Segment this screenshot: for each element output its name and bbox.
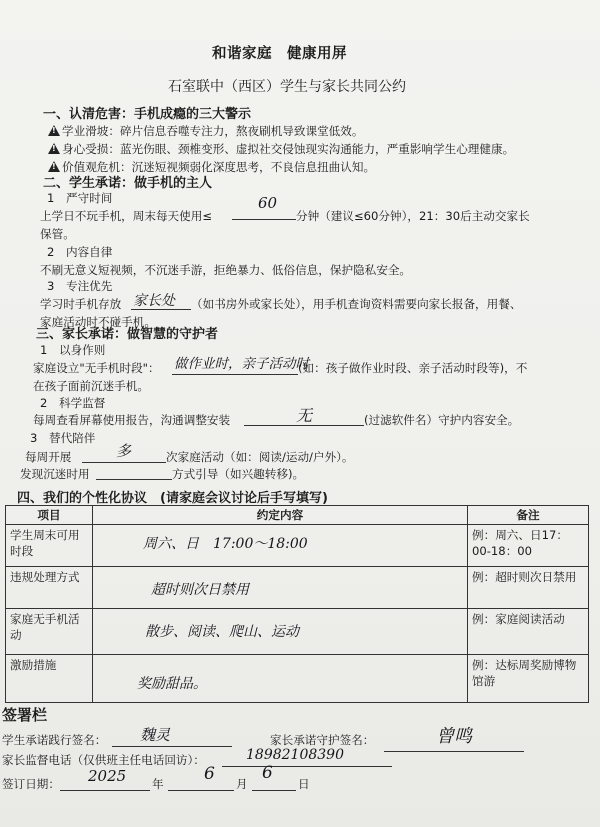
row-note: 例：超时则次日禁用 (468, 567, 589, 609)
warning-triangle-icon (48, 161, 60, 172)
table-header-row (6, 506, 589, 525)
month-line (168, 774, 234, 791)
parent-item-3-text-c: 发现沉迷时用 (20, 467, 90, 481)
day-value: 6 (262, 763, 273, 783)
parent-item-1-text-b: (如：孩子做作业时段、亲子活动时段等)，不 (298, 361, 528, 375)
student-item-2-title: 2 内容自律 (47, 245, 113, 259)
row-content: 超时则次日禁用 (93, 567, 468, 609)
date-label: 签订日期： (2, 777, 60, 791)
student-signature: 魏灵 (140, 726, 171, 744)
section-2-title: 二、学生承诺：做手机的主人 (43, 176, 213, 191)
row-note: 例：家庭阅读活动 (468, 609, 589, 655)
row-content: 奖励甜品。 (93, 655, 468, 703)
day-line (252, 774, 296, 791)
parent-item-1-text-c: 在孩子面前沉迷手机。 (33, 379, 149, 393)
filter-software-value: 无 (296, 406, 313, 425)
student-item-1-title: 1 严守时间 (47, 191, 113, 205)
row-content: 周六、日 17:00～18:00 (93, 525, 468, 567)
guidance-method-line (96, 466, 172, 480)
warning-triangle-icon (48, 143, 60, 154)
no-phone-period-value: 做作业时，亲子活动时 (174, 356, 309, 372)
warning-item-3: !价值观危机：沉迷短视频弱化深度思考，不良信息扭曲认知。 (48, 159, 375, 175)
table-header-item: 项目 (6, 506, 93, 525)
activity-count-value: 多 (116, 442, 132, 460)
row-item: 违规处理方式 (6, 567, 93, 609)
page-subtitle: 石室联中（西区）学生与家长共同公约 (168, 79, 406, 95)
month-value: 6 (204, 764, 215, 784)
parent-item-1-title: 1 以身作则 (40, 343, 106, 357)
parent-item-3-title: 3 替代陪伴 (30, 431, 96, 445)
parent-item-3-text-a: 每周开展 (25, 450, 72, 464)
table-header-content: 约定内容 (93, 506, 468, 525)
parent-item-3-text-d: 方式引导（如兴趣转移)。 (172, 467, 305, 481)
row-note: 例：达标周奖励博物馆游 (468, 655, 589, 703)
student-item-1-text-b: 分钟（建议≤60分钟），21：30后主动交家长 (296, 209, 530, 223)
row-item: 激励措施 (6, 655, 93, 703)
row-item: 学生周末可用时段 (6, 525, 93, 567)
warning-item-2: !身心受损：蓝光伤眼、颈椎变形、虚拟社交侵蚀现实沟通能力，严重影响学生心理健康。 (48, 141, 514, 157)
section-4-title: 四、我们的个性化协议 (请家庭会议讨论后手写填写) (17, 491, 328, 506)
table-header-note: 备注 (468, 506, 589, 525)
parent-signature-label: 家长承诺守护签名： (270, 733, 375, 747)
section-3-title: 三、家长承诺：做智慧的守护者 (36, 327, 219, 342)
phone-value: 18982108390 (246, 747, 344, 763)
year-unit: 年 (152, 777, 164, 791)
agreement-table (5, 505, 589, 703)
parent-item-1-text-a: 家庭设立"无手机时段"： (33, 361, 160, 375)
year-value: 2025 (88, 767, 127, 785)
page-title: 和谐家庭 健康用屏 (212, 46, 347, 62)
phone-label: 家长监督电话（仅供班主任电话回访）： (2, 753, 205, 767)
row-item: 家庭无手机活动 (6, 609, 93, 655)
parent-item-2-text-b: (过滤软件名）守护内容安全。 (364, 413, 520, 427)
table-row (6, 609, 589, 655)
student-item-3-text-c: 家庭活动时不碰手机。 (40, 315, 156, 329)
student-item-3-text-b: （如书房外或家长处），用手机查询资料需要向家长报备，用餐、 (191, 297, 522, 311)
signature-section-title: 签署栏 (2, 706, 48, 724)
table-row (6, 525, 589, 567)
table-row (6, 567, 589, 609)
row-content: 散步、阅读、爬山、运动 (93, 609, 468, 655)
usage-limit-value: 60 (258, 194, 278, 212)
student-item-1-text-a: 上学日不玩手机，周末每天使用≤ (40, 209, 213, 223)
phone-storage-value: 家长处 (133, 293, 175, 309)
parent-signature: 曾鸣 (436, 726, 472, 747)
student-item-3-text-a: 学习时手机存放 (40, 297, 122, 311)
student-item-3-title: 3 专注优先 (47, 279, 113, 293)
month-unit: 月 (236, 777, 248, 791)
student-item-1-text-c: 保管。 (40, 227, 75, 241)
section-1-title: 一、认清危害：手机成瘾的三大警示 (43, 107, 252, 122)
student-item-2-text: 不刷无意义短视频，不沉迷手游，拒绝暴力、低俗信息，保护隐私安全。 (40, 263, 412, 277)
student-signature-label: 学生承诺践行签名： (2, 733, 107, 747)
parent-item-2-text-a: 每周查看屏幕使用报告，沟通调整安装 (33, 413, 231, 427)
parent-item-3-text-b: 次家庭活动（如：阅读/运动/户外）。 (166, 450, 354, 464)
table-row (6, 655, 589, 703)
warning-triangle-icon (48, 125, 60, 136)
day-unit: 日 (298, 777, 310, 791)
student-signature-line (112, 730, 232, 747)
row-note: 例：周六、日17：00-18：00 (468, 525, 589, 567)
warning-item-1: !学业滑坡：碎片信息吞噬专注力，熬夜刷机导致课堂低效。 (48, 123, 363, 139)
parent-item-2-title: 2 科学监督 (40, 396, 106, 410)
